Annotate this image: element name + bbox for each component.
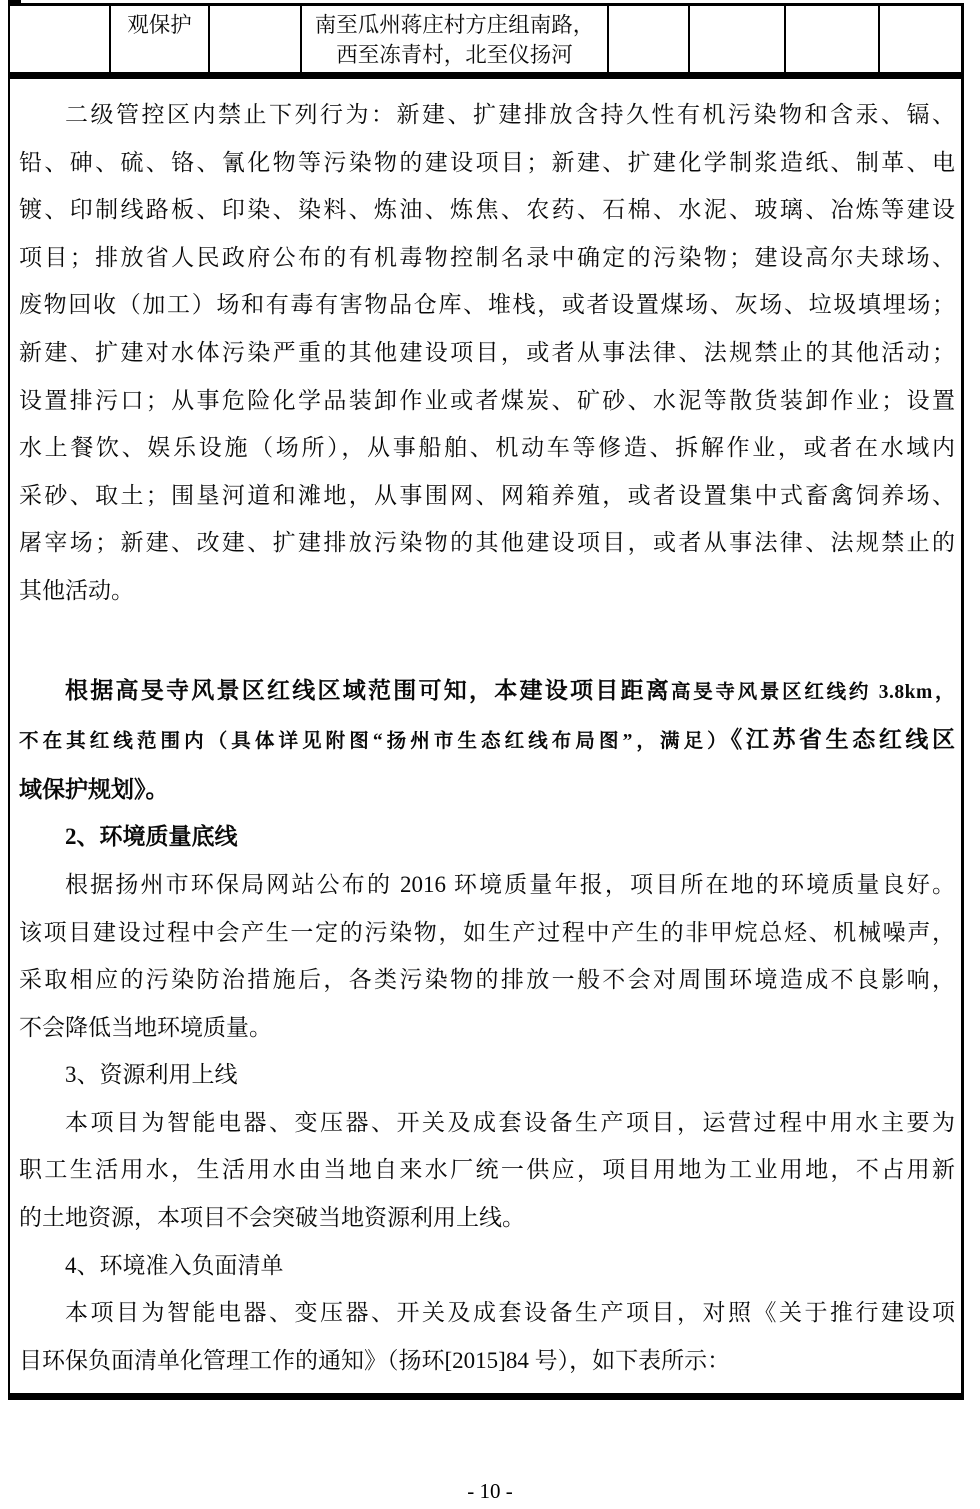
table-cell-6 <box>690 6 786 72</box>
table-cell-7 <box>786 6 880 72</box>
text-line: 的土地资源，本项目不会突破当地资源利用上线。 <box>19 1205 525 1231</box>
text-line: 采砂、取土；围垦河道和滩地，从事围网、网箱养殖，或者设置集中式畜禽饲养场、 <box>19 482 955 508</box>
page-number: - 10 - <box>467 1479 513 1503</box>
paragraph-prohibited-acts <box>19 91 955 615</box>
text-line: 二级管控区内禁止下列行为：新建、扩建排放含持久性有机污染物和含汞、镉、 <box>65 102 955 127</box>
paragraph-environment-quality <box>19 861 955 1051</box>
heading-negative-list: 4、环境准入负面清单 <box>65 1252 284 1278</box>
text-line <box>19 716 955 766</box>
text-line: 该项目建设过程中会产生一定的污染物，如生产过程中产生的非甲烷总烃、机械噪声， <box>19 919 955 945</box>
text-line: 铅、砷、硫、铬、氰化物等污染物的建设项目；新建、扩建化学制浆造纸、制革、电 <box>19 149 955 175</box>
paragraph-resource-limit <box>19 1099 955 1242</box>
text-line <box>19 766 955 814</box>
table-cell-5 <box>609 6 690 72</box>
text-line: 水上餐饮、娱乐设施（场所），从事船舶、机动车等修造、拆解作业，或者在水域内 <box>19 435 955 461</box>
table-fragment-row <box>10 6 961 79</box>
heading-environment-quality: 2、环境质量底线 <box>65 824 238 850</box>
boundary-line-2: 西至冻青村，北至仪扬河 <box>336 43 573 67</box>
text-line: 采取相应的污染防治措施后，各类污染物的排放一般不会对周围环境造成不良影响， <box>19 967 955 993</box>
text-line: 项目；排放省人民政府公布的有机毒物控制名录中确定的污染物；建设高尔夫球场、 <box>19 244 955 270</box>
text-line: 镀、印制线路板、印染、染料、炼油、炼焦、农药、石棉、水泥、玻璃、冶炼等建设 <box>19 197 955 223</box>
document-body <box>10 79 961 1384</box>
table-cell-2 <box>111 6 210 72</box>
table-cell-4 <box>302 6 609 72</box>
text-line: 目环保负面清单化管理工作的通知》（扬环[2015]84 号），如下表所示： <box>19 1347 731 1373</box>
text-line: 职工生活用水，生活用水由当地自来水厂统一供应，项目用地为工业用地，不占用新 <box>19 1157 955 1183</box>
text-line: 根据扬州市环保局网站公布的 2016 环境质量年报，项目所在地的环境质量良好。 <box>65 871 955 897</box>
document-border-box <box>8 3 964 1400</box>
redline-segment-1: 根据高旻寺风景区红线区域范围可知，本建设项目距离 <box>65 677 671 703</box>
text-line: 本项目为智能电器、变压器、开关及成套设备生产项目，对照《关于推行建设项 <box>65 1300 955 1326</box>
paragraph-eco-redline <box>19 667 955 814</box>
heading-resource-limit: 3、资源利用上线 <box>65 1062 238 1088</box>
boundary-line-1: 南至瓜州蒋庄村方庄组南路， <box>314 13 595 37</box>
text-line: 其他活动。 <box>19 577 134 603</box>
redline-segment-2: 高旻寺风景区红线约 3.8km， <box>670 681 955 703</box>
text-line: 废物回收（加工）场和有毒有害物品仓库、堆栈，或者设置煤场、灰场、垃圾填埋场； <box>19 292 955 318</box>
table-cell-1 <box>10 6 111 72</box>
redline-segment-3: 不在其红线范围内（具体详见附图“扬州市生态红线布局图”，满足） <box>19 731 731 753</box>
table-cell-2-text: 观保护 <box>127 13 192 37</box>
text-line <box>19 667 955 717</box>
text-line: 设置排污口；从事危险化学品装卸作业或者煤炭、矿砂、水泥等散货装卸作业；设置 <box>19 387 955 413</box>
text-line: 不会降低当地环境质量。 <box>19 1014 272 1040</box>
text-line: 本项目为智能电器、变压器、开关及成套设备生产项目，运营过程中用水主要为 <box>65 1109 955 1135</box>
text-line: 新建、扩建对水体污染严重的其他建设项目，或者从事法律、法规禁止的其他活动； <box>19 339 955 365</box>
redline-segment-4: 《江苏省生态红线区 <box>730 727 955 753</box>
paragraph-negative-list <box>19 1289 955 1384</box>
redline-segment-5: 域保护规划》。 <box>19 776 169 802</box>
table-cell-3 <box>210 6 302 72</box>
text-line: 屠宰场；新建、改建、扩建排放污染物的其他建设项目，或者从事法律、法规禁止的 <box>19 530 955 556</box>
table-cell-8 <box>880 6 961 72</box>
